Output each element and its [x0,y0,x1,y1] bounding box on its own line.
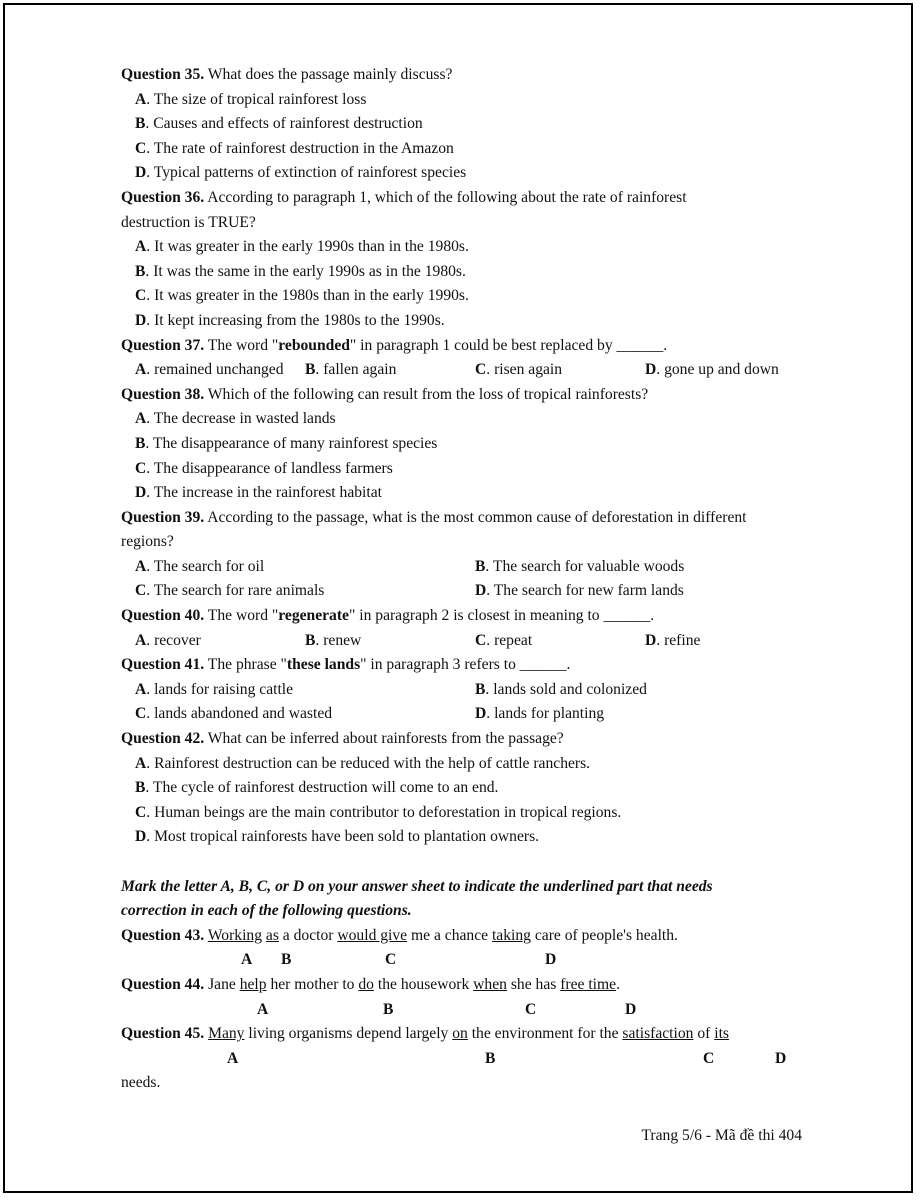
q44-letter-d: D [625,1000,637,1018]
instruction-line-1: Mark the letter A, B, C, or D on your answer sheet to indicate the underlined part that needs [121,877,713,895]
q39-options-row2 [121,579,811,604]
page-footer: Trang 5/6 - Mã đề thi 404 [641,1127,802,1144]
q43-underline-b: as [265,926,279,944]
q38-option-d: D. The increase in the rainforest habitat [135,484,382,502]
question-36-cont: destruction is TRUE? [121,213,256,231]
question-35: Question 35. What does the passage mainly discuss? [121,66,453,83]
q42-option-d: D. Most tropical rainforests have been sold to plantation owners. [135,828,540,846]
q35-option-a: A. The size of tropical rainforest loss [135,90,367,108]
q44-underline-c: when [473,975,507,993]
q35-option-c: C. The rate of rainforest destruction in the Amazon [135,139,454,157]
q40-option-c: C. repeat [475,631,533,649]
q40-option-a: A. recover [135,631,201,649]
q44-underline-d: free time [560,975,617,993]
q45-underline-b: on [452,1025,468,1043]
question-39-cont: regions? [121,533,174,551]
q45-letter-b: B [485,1049,496,1067]
question-44: Question 44. Jane help her mother to do the housework when she has free time. [121,975,620,993]
q43-letters [121,948,811,973]
q45-letter-d: D [775,1049,787,1067]
q41-option-a: A. lands for raising cattle [135,680,294,698]
q37-option-d: D. gone up and down [645,361,779,379]
q39-option-c: C. The search for rare animals [135,582,325,600]
q41-option-b: B. lands sold and colonized [475,680,647,698]
q38-option-a: A. The decrease in wasted lands [135,410,336,428]
q40-options [121,629,811,654]
question-36: Question 36. According to paragraph 1, which of the following about the rate of rainforest [121,188,687,206]
q40-option-b: B. renew [305,631,362,649]
q37-option-b: B. fallen again [305,361,397,379]
q36-option-b: B. It was the same in the early 1990s as in the 1980s. [135,262,466,280]
q38-option-c: C. The disappearance of landless farmers [135,459,393,477]
q45-letter-a: A [227,1049,239,1067]
question-37: Question 37. The word "rebounded" in paragraph 1 could be best replaced by ______. [121,336,668,354]
question-42: Question 42. What can be inferred about rainforests from the passage? [121,730,564,748]
q43-letter-b: B [281,951,292,969]
q43-letter-a: A [241,951,253,969]
q39-option-a: A. The search for oil [135,557,265,575]
q36-option-d: D. It kept increasing from the 1980s to the 1990s. [135,311,445,329]
q41-options-row2 [121,702,811,727]
q42-option-a: A. Rainforest destruction can be reduced with the help of cattle ranchers. [135,754,591,772]
instruction-line-2: correction in each of the following questions. [121,902,412,920]
q41-option-c: C. lands abandoned and wasted [135,705,333,723]
q44-underline-b: do [358,975,374,993]
question-41: Question 41. The phrase "these lands" in paragraph 3 refers to ______. [121,656,571,674]
q39-option-d: D. The search for new farm lands [475,582,684,600]
q39-options-row1 [121,555,811,580]
q40-option-d: D. refine [645,631,701,649]
q42-option-c: C. Human beings are the main contributor to deforestation in tropical regions. [135,803,622,821]
q45-underline-a: Many [208,1025,245,1043]
q41-options-row1 [121,678,811,703]
q43-underline-d: taking [491,926,531,944]
q45-letters [121,1047,811,1072]
q36-option-c: C. It was greater in the 1980s than in the early 1990s. [135,287,469,305]
q43-underline-c: would give [337,926,408,944]
q36-option-a: A. It was greater in the early 1990s than in the 1980s. [135,238,469,256]
q45-underline-c: satisfaction [622,1025,694,1043]
question-38: Question 38. Which of the following can result from the loss of tropical rainforests? [121,385,649,403]
q39-option-b: B. The search for valuable woods [475,557,685,575]
q44-letter-a: A [257,1000,269,1018]
section-gap [121,850,811,875]
question-45: Question 45. Many living organisms depend largely on the environment for the satisfaction of its [121,1025,729,1043]
question-45-cont: needs. [121,1074,161,1092]
q44-letter-b: B [383,1000,394,1018]
question-39: Question 39. According to the passage, what is the most common cause of deforestation in different [121,508,747,526]
q45-letter-c: C [703,1049,715,1067]
question-43: Question 43. Working as a doctor would give me a chance taking care of people's health. [121,926,678,944]
q45-underline-d: its [714,1025,729,1043]
q44-letters [121,998,811,1023]
q37-option-c: C. risen again [475,361,563,379]
q35-option-b: B. Causes and effects of rainforest destruction [135,115,423,133]
q38-option-b: B. The disappearance of many rainforest species [135,434,438,452]
q44-letter-c: C [525,1000,537,1018]
exam-content [121,63,811,1096]
question-40: Question 40. The word "regenerate" in paragraph 2 is closest in meaning to ______. [121,607,655,625]
q43-letter-d: D [545,951,557,969]
q37-option-a: A. remained unchanged [135,361,284,379]
q43-letter-c: C [385,951,397,969]
q37-options [121,358,811,383]
q43-underline-a: Working [207,926,262,944]
q41-option-d: D. lands for planting [475,705,605,723]
q42-option-b: B. The cycle of rainforest destruction will come to an end. [135,779,499,797]
q44-underline-a: help [239,975,267,993]
q35-option-d: D. Typical patterns of extinction of rainforest species [135,164,467,182]
